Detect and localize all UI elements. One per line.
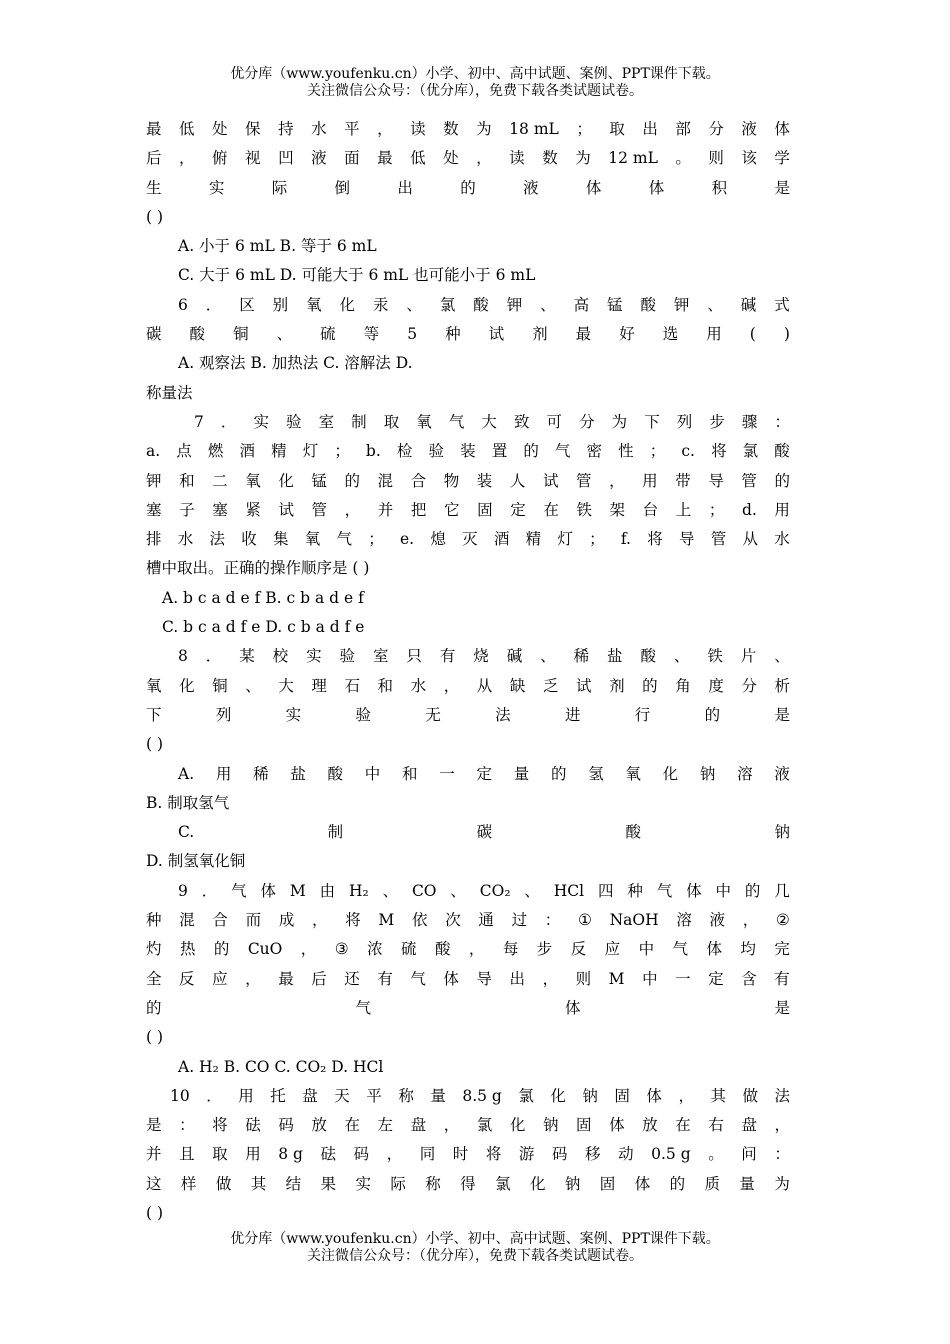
text-line: 后 ， 俯 视 凹 液 面 最 低 处 ， 读 数 为 12 mL 。 则 该 学 — [146, 149, 790, 168]
text-line: 最 低 处 保 持 水 平 ， 读 数 为 18 mL ； 取 出 部 分 液 体 — [146, 120, 790, 138]
document-body — [146, 115, 790, 1228]
footer-line-1: 优分库（www.youfenku.cn）小学、初中、高中试题、案例、PPT课件下载。 — [230, 1231, 720, 1247]
text-line: 生 实 际 倒 出 的 液 体 体 积 是 — [146, 178, 790, 197]
options-line: C. b c a d f e D. c b a d f e — [162, 618, 365, 637]
options-line: D. 制氢氧化铜 — [146, 852, 246, 871]
text-line: 全 反 应 ， 最 后 还 有 气 体 导 出 ， 则 M 中 一 定 含 有 — [146, 969, 790, 988]
options-line: C. 制 碳 酸 钠 — [178, 823, 790, 842]
text-line: 是 ： 将 砝 码 放 在 左 盘 ， 氯 化 钠 固 体 放 在 右 盘 ， — [146, 1116, 790, 1135]
options-line: A. 观察法 B. 加热法 C. 溶解法 D. — [178, 354, 413, 373]
header-line-1: 优分库（www.youfenku.cn）小学、初中、高中试题、案例、PPT课件下载。 — [230, 66, 720, 82]
text-line: 并 且 取 用 8 g 砝 码 ， 同 时 将 游 码 移 动 0.5 g 。 问 ： — [146, 1145, 790, 1164]
text-line: 槽中取出。正确的操作顺序是 ( ) — [146, 559, 370, 578]
text-line: 塞 子 塞 紧 试 管 ， 并 把 它 固 定 在 铁 架 台 上 ； d. 用 — [146, 500, 790, 519]
answer-bracket: ( ) — [146, 207, 164, 226]
text-line: 碳 酸 铜 、 硫 等 5 种 试 剂 最 好 选 用 ( ) — [146, 325, 790, 344]
options-line: A. H₂ B. CO C. CO₂ D. HCl — [178, 1057, 384, 1076]
text-line: 的 气 体 是 — [146, 998, 790, 1017]
text-line: 钾 和 二 氧 化 锰 的 混 合 物 装 人 试 管 ， 用 带 导 管 的 — [146, 471, 790, 490]
footer-line-2: 关注微信公众号：（优分库），免费下载各类试题试卷。 — [307, 1248, 643, 1264]
page-footer — [0, 1231, 950, 1265]
text-line: 下 列 实 验 无 法 进 行 的 是 — [146, 705, 790, 724]
options-line: C. 大于 6 mL D. 可能大于 6 mL 也可能小于 6 mL — [178, 266, 536, 285]
question-6: 6 ． 区 别 氧 化 汞 、 氯 酸 钾 、 高 锰 酸 钾 、 碱 式 — [178, 295, 790, 314]
answer-bracket: ( ) — [146, 1203, 164, 1222]
answer-bracket: ( ) — [146, 1028, 164, 1047]
text-line: 排 水 法 收 集 氧 气 ； e. 熄 灭 酒 精 灯 ； f. 将 导 管 从 水 — [146, 530, 790, 549]
text-line: 灼 热 的 CuO ， ③ 浓 硫 酸 ， 每 步 反 应 中 气 体 均 完 — [146, 940, 790, 959]
options-line: A. 用 稀 盐 酸 中 和 一 定 量 的 氢 氧 化 钠 溶 液 — [178, 764, 790, 783]
options-line: B. 制取氢气 — [146, 793, 230, 812]
question-9: 9 ． 气 体 M 由 H₂ 、 CO 、 CO₂ 、 HCl 四 种 气 体 中 的 几 — [178, 881, 790, 900]
text-line: 氧 化 铜 、 大 理 石 和 水 ， 从 缺 乏 试 剂 的 角 度 分 析 — [146, 676, 790, 695]
page-header — [0, 66, 950, 100]
header-line-2: 关注微信公众号：（优分库），免费下载各类试题试卷。 — [307, 83, 643, 99]
question-8: 8 ． 某 校 实 验 室 只 有 烧 碱 、 稀 盐 酸 、 铁 片 、 — [178, 647, 790, 666]
question-10: 10 ． 用 托 盘 天 平 称 量 8.5 g 氯 化 钠 固 体 ， 其 做 法 — [170, 1086, 790, 1105]
text-line: a. 点 燃 酒 精 灯 ； b. 检 验 装 置 的 气 密 性 ； c. 将 氯 酸 — [146, 442, 790, 461]
question-7: 7 ． 实 验 室 制 取 氧 气 大 致 可 分 为 下 列 步 骤 ： — [194, 412, 790, 431]
options-line: A. b c a d e f B. c b a d e f — [162, 588, 364, 607]
options-line: A. 小于 6 mL B. 等于 6 mL — [178, 237, 377, 256]
text-line: 称量法 — [146, 383, 193, 402]
text-line: 这 样 做 其 结 果 实 际 称 得 氯 化 钠 固 体 的 质 量 为 — [146, 1174, 790, 1193]
text-line: 种 混 合 而 成 ， 将 M 依 次 通 过 ： ① NaOH 溶 液 ， ② — [146, 911, 790, 930]
answer-bracket: ( ) — [146, 735, 164, 754]
